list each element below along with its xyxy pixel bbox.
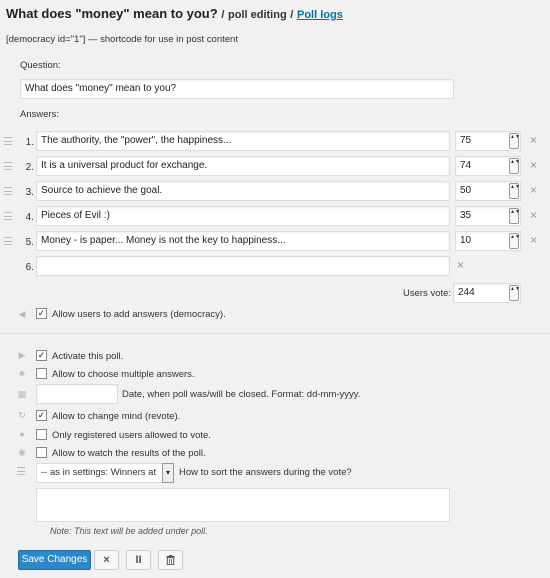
answer-votes-input[interactable]: 10: [455, 231, 521, 251]
eye-icon: ◉: [18, 447, 26, 457]
calendar-icon: ▦: [17, 389, 27, 399]
answer-number: 3.: [25, 187, 34, 198]
remove-answer-icon[interactable]: ×: [457, 258, 465, 272]
new-answer-input[interactable]: [36, 256, 450, 276]
users-vote-input[interactable]: 244: [453, 283, 521, 303]
spin-arrows-icon[interactable]: ▲▼: [509, 233, 519, 249]
spin-arrows-icon[interactable]: ▲▼: [509, 208, 519, 224]
answer-votes-input[interactable]: 50: [455, 181, 521, 201]
drag-handle-icon[interactable]: [4, 137, 12, 145]
answer-text-input[interactable]: It is a universal product for exchange.: [36, 156, 450, 176]
answer-votes-input[interactable]: 74: [455, 156, 521, 176]
trash-icon: [166, 555, 175, 565]
remove-answer-icon[interactable]: ×: [530, 133, 538, 147]
answer-number: 6.: [25, 262, 34, 273]
question-input[interactable]: What does "money" mean to you?: [20, 79, 454, 99]
save-button[interactable]: Save Changes: [18, 550, 91, 570]
allow-user-answers-checkbox[interactable]: ✓: [37, 308, 46, 318]
allow-user-answers-label: Allow users to add answers (democracy).: [52, 309, 226, 320]
spin-arrows-icon[interactable]: ▲▼: [509, 133, 519, 149]
pause-icon: II: [135, 554, 142, 566]
registered-only-checkbox[interactable]: [36, 429, 47, 440]
watch-results-checkbox[interactable]: [36, 447, 47, 458]
end-date-label: Date, when poll was/will be closed. Format: dd-mm-yyyy.: [122, 389, 361, 400]
shortcode-hint: [democracy id="1"] — shortcode for use in post content: [6, 34, 238, 45]
poll-logs-link[interactable]: Poll logs: [296, 9, 343, 21]
note-caption: Note: This text will be added under poll.: [50, 526, 208, 536]
spin-arrows-icon[interactable]: ▲▼: [509, 285, 519, 301]
answer-number: 5.: [25, 237, 34, 248]
answer-text-input[interactable]: Money - is paper... Money is not the key to happiness...: [36, 231, 450, 251]
page-subtitle: poll editing: [228, 9, 287, 21]
multiple-answers-label: Allow to choose multiple answers.: [52, 369, 195, 380]
pause-button[interactable]: [126, 550, 151, 570]
note-textarea[interactable]: [36, 488, 450, 522]
close-icon: ×: [103, 554, 110, 566]
drag-handle-icon[interactable]: [4, 162, 12, 170]
megaphone-icon: ◀: [18, 309, 26, 319]
answer-text-input[interactable]: The authority, the "power", the happiness...: [36, 131, 450, 151]
sort-label: How to sort the answers during the vote?: [179, 467, 352, 478]
remove-answer-icon[interactable]: ×: [530, 158, 538, 172]
remove-answer-icon[interactable]: ×: [530, 183, 538, 197]
answer-text-input[interactable]: Source to achieve the goal.: [36, 181, 450, 201]
remove-answer-icon[interactable]: ×: [530, 233, 538, 247]
answer-votes-input[interactable]: 75: [455, 131, 521, 151]
revote-icon: ↻: [18, 410, 26, 420]
question-label: Question:: [20, 60, 61, 71]
answer-text-input[interactable]: Pieces of Evil :): [36, 206, 450, 226]
user-icon: ●: [19, 429, 25, 439]
activate-label: Activate this poll.: [52, 351, 124, 362]
poll-title: What does "money" mean to you?: [6, 6, 218, 21]
answer-number: 4.: [25, 212, 34, 223]
drag-handle-icon[interactable]: [4, 187, 12, 195]
registered-only-label: Only registered users allowed to vote.: [52, 430, 211, 441]
answer-number: 1.: [25, 137, 34, 148]
answer-votes-input[interactable]: 35: [455, 206, 521, 226]
activate-checkbox[interactable]: ✓: [37, 350, 46, 360]
watch-results-label: Allow to watch the results of the poll.: [52, 448, 206, 459]
spin-arrows-icon[interactable]: ▲▼: [509, 158, 519, 174]
section-divider: [0, 333, 550, 334]
revote-checkbox[interactable]: ✓: [37, 410, 46, 420]
drag-handle-icon[interactable]: [4, 212, 12, 220]
end-date-input[interactable]: [36, 384, 118, 404]
users-vote-label: Users vote:: [403, 288, 452, 299]
trash-button[interactable]: [158, 550, 183, 570]
page-title: What does "money" mean to you? / poll editing / Poll logs: [6, 6, 343, 21]
sort-icon: [17, 467, 25, 475]
answers-label: Answers:: [20, 109, 60, 120]
answer-number: 2.: [25, 162, 34, 173]
remove-answer-icon[interactable]: ×: [530, 208, 538, 222]
multiple-icon: ♣: [19, 368, 25, 378]
revote-label: Allow to change mind (revote).: [52, 411, 181, 422]
drag-handle-icon[interactable]: [4, 237, 12, 245]
delete-button[interactable]: [94, 550, 119, 570]
chevron-down-icon[interactable]: ▾: [162, 463, 174, 483]
sort-select[interactable]: -- as in settings: Winners at: [36, 463, 164, 483]
play-icon: ▶: [18, 350, 26, 360]
spin-arrows-icon[interactable]: ▲▼: [509, 183, 519, 199]
multiple-answers-checkbox[interactable]: [36, 368, 47, 379]
